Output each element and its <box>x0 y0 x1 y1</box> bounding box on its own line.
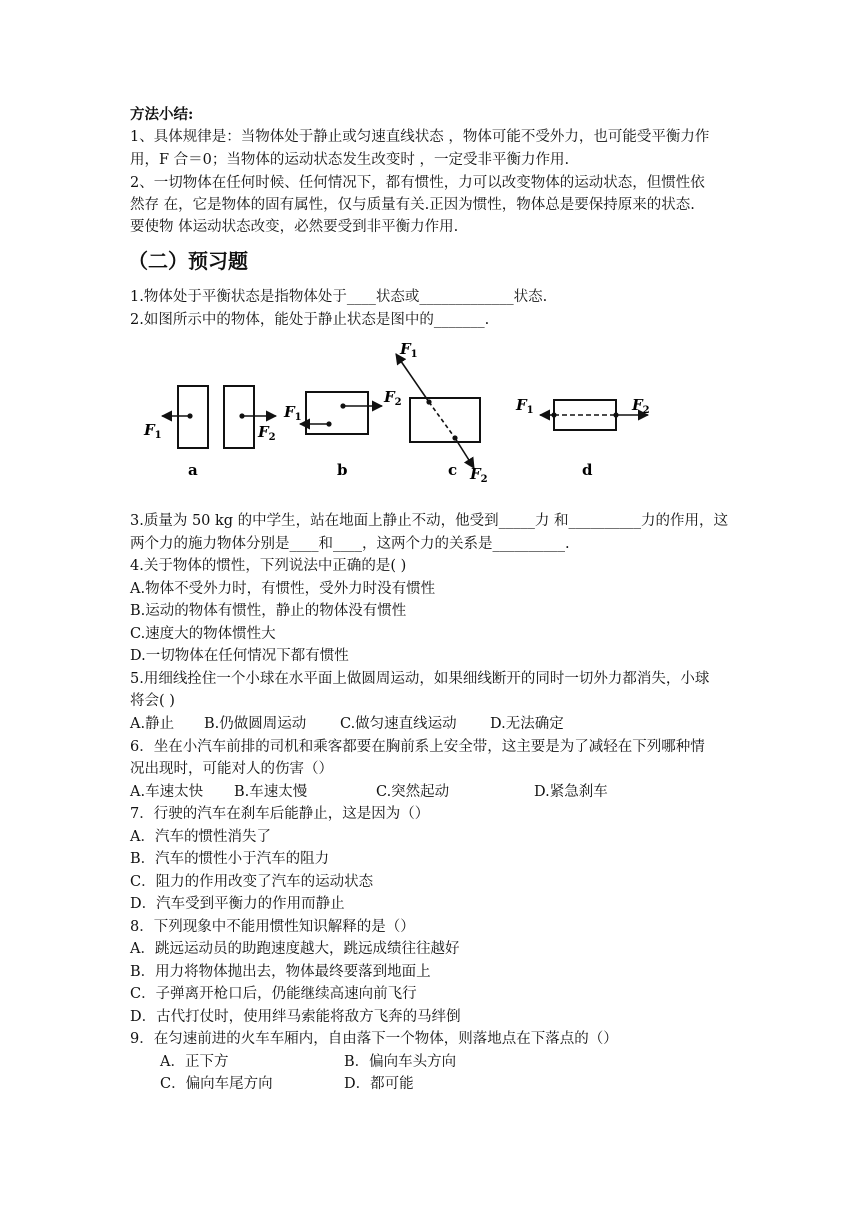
figure-d-caption: d <box>582 461 593 479</box>
question-6-option-b: B.车速太慢 <box>234 784 308 800</box>
question-6-stem-line2: 况出现时，可能对人的伤害（） <box>130 761 333 777</box>
question-7-option-c: C．阻力的作用改变了汽车的运动状态 <box>130 874 374 890</box>
question-7-stem: 7．行驶的汽车在刹车后能静止，这是因为（） <box>130 806 430 822</box>
question-6-stem-line1: 6．坐在小汽车前排的司机和乘客都要在胸前系上安全带，这主要是为了减轻在下列哪种情 <box>130 739 705 755</box>
figure-a <box>143 386 276 479</box>
question-5-option-d: D.无法确定 <box>490 716 564 732</box>
question-9-option-a: A．正下方 <box>160 1054 229 1070</box>
question-8-option-c: C．子弹离开枪口后，仍能继续高速向前飞行 <box>130 986 417 1002</box>
figure-d <box>515 396 650 479</box>
question-5-option-c: C.做匀速直线运动 <box>340 716 457 732</box>
question-8-stem: 8．下列现象中不能用惯性知识解释的是（） <box>130 919 415 935</box>
question-4-option-a: A.物体不受外力时，有惯性，受外力时没有惯性 <box>130 581 436 597</box>
figure-c-arrow-f1 <box>396 354 429 402</box>
question-8-option-b: B．用力将物体抛出去，物体最终要落到地面上 <box>130 964 431 980</box>
question-9-option-d: D．都可能 <box>344 1076 414 1092</box>
figure-c <box>396 340 488 485</box>
summary-rule1-line2: 用，F 合＝0；当物体的运动状态发生改变时 ，一定受非平衡力作用. <box>130 152 570 168</box>
question-7-option-d: D．汽车受到平衡力的作用而静止 <box>130 896 345 912</box>
question-9-option-c: C．偏向车尾方向 <box>160 1076 273 1092</box>
question-4-option-d: D.一切物体在任何情况下都有惯性 <box>130 648 349 664</box>
figure-c-block <box>410 398 480 442</box>
figure-b-f2-label: $F_2$ <box>384 388 402 408</box>
question-4-option-b: B.运动的物体有惯性，静止的物体没有惯性 <box>130 603 407 619</box>
figure-b-caption: b <box>337 461 348 479</box>
figure-b-f1-label: $F_1$ <box>284 403 302 423</box>
question-2: 2.如图所示中的物体，能处于静止状态是图中的_______. <box>130 312 490 328</box>
force-diagram <box>130 338 690 498</box>
question-9-option-b: B．偏向车头方向 <box>344 1054 457 1070</box>
figure-a-block-left <box>178 386 208 448</box>
summary-heading: 方法小结: <box>130 106 194 123</box>
question-3-line1: 3.质量为 50 kg 的中学生，站在地面上静止不动，他受到_____力 和__________力的作用，这 <box>130 513 729 529</box>
figure-a-block-right <box>224 386 254 448</box>
figure-a-f2-label: $F_2$ <box>258 423 276 443</box>
question-9-stem: 9．在匀速前进的火车车厢内，自由落下一个物体，则落地点在下落点的（） <box>130 1031 618 1047</box>
question-3-line2: 两个力的施力物体分别是____和____，这两个力的关系是__________. <box>130 536 570 552</box>
summary-rule2-line3: 要使物 体运动状态改变，必然要受到非平衡力作用. <box>130 219 459 235</box>
question-8-option-a: A．跳远运动员的助跑速度越大，跳远成绩往往越好 <box>130 941 460 957</box>
question-1: 1.物体处于平衡状态是指物体处于____状态或_____________状态. <box>130 289 548 305</box>
figure-d-f1-label: $F_1$ <box>516 396 534 416</box>
figure-c-f2-label: $F_2$ <box>470 465 488 485</box>
question-5-option-a: A.静止 <box>130 716 175 732</box>
question-5-stem-line1: 5.用细线拴住一个小球在水平面上做圆周运动，如果细线断开的同时一切外力都消失，小球 <box>130 671 710 687</box>
question-6-option-d: D.紧急刹车 <box>534 784 608 800</box>
question-5-option-b: B.仍做圆周运动 <box>204 716 307 732</box>
question-6-option-a: A.车速太快 <box>130 784 204 800</box>
question-4-stem: 4.关于物体的惯性，下列说法中正确的是( ) <box>130 558 407 574</box>
question-7-option-a: A．汽车的惯性消失了 <box>130 829 271 845</box>
summary-rule1-line1: 1、具体规律是：当物体处于静止或匀速直线状态 ，物体可能不受外力，也可能受平衡力作 <box>130 129 710 145</box>
figure-d-f2-label: $F_2$ <box>632 396 650 416</box>
question-6-option-c: C.突然起动 <box>376 784 450 800</box>
figure-c-f1-label: $F_1$ <box>400 340 418 360</box>
figure-c-caption: c <box>448 461 458 479</box>
figure-b <box>283 388 402 479</box>
summary-rule2-line2: 然存 在，它是物体的固有属性，仅与质量有关.正因为惯性，物体总是要保持原来的状态. <box>130 197 695 213</box>
question-7-option-b: B．汽车的惯性小于汽车的阻力 <box>130 851 330 867</box>
summary-rule2-line1: 2、一切物体在任何时候、任何情况下，都有惯性，力可以改变物体的运动状态，但惯性依 <box>130 175 705 191</box>
figure-a-caption: a <box>188 461 198 479</box>
question-4-option-c: C.速度大的物体惯性大 <box>130 626 276 642</box>
figure-b-block <box>306 392 368 434</box>
question-8-option-d: D．古代打仗时，使用绊马索能将敌方飞奔的马绊倒 <box>130 1009 461 1025</box>
figure-c-dashed-line <box>429 402 455 438</box>
question-5-stem-line2: 将会( ) <box>130 693 175 709</box>
section-title: （二）预习题 <box>128 249 248 273</box>
figure-a-f1-label: $F_1$ <box>144 421 162 441</box>
